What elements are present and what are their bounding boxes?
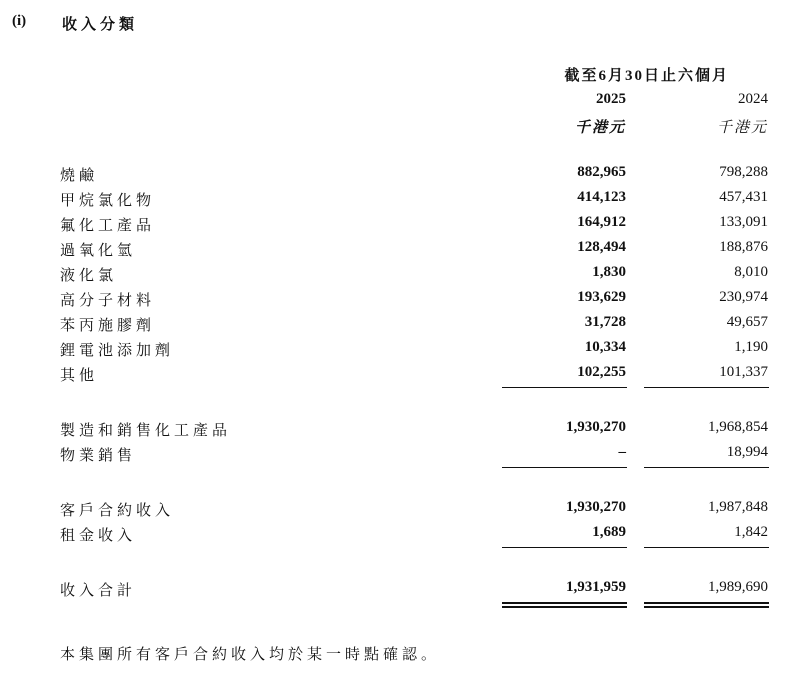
row-current: 1,689 [592, 524, 626, 540]
row-label: 其他 [60, 368, 99, 384]
subtotal-rule [502, 387, 627, 388]
period-header: 截至6月30日止六個月 [564, 68, 729, 84]
row-label: 過氧化氫 [60, 243, 137, 259]
row-label: 液化氯 [60, 268, 118, 284]
unit-current: 千港元 [574, 120, 626, 136]
footnote: 本集團所有客戶合約收入均於某一時點確認。 [60, 647, 441, 663]
row-label: 氟化工產品 [60, 218, 156, 234]
section-title: 收入分類 [62, 17, 139, 33]
row-current: 1,930,270 [566, 419, 626, 435]
row-current: 164,912 [577, 214, 626, 230]
row-label: 客戶合約收入 [60, 503, 175, 519]
row-previous: 1,842 [734, 524, 768, 540]
subtotal-rule [644, 387, 769, 388]
subtotal-rule [502, 467, 627, 468]
row-current: 1,930,270 [566, 499, 626, 515]
row-label: 收入合計 [60, 583, 137, 599]
row-current: 10,334 [584, 339, 626, 355]
total-double-rule [502, 602, 627, 608]
section-number: (i) [12, 13, 27, 29]
row-previous: 49,657 [726, 314, 768, 330]
row-previous: 101,337 [719, 364, 768, 380]
row-current: 882,965 [577, 164, 626, 180]
row-label: 製造和銷售化工產品 [60, 423, 232, 439]
row-previous: 133,091 [719, 214, 768, 230]
row-previous: 188,876 [719, 239, 768, 255]
year-previous: 2024 [738, 91, 768, 107]
subtotal-rule [644, 467, 769, 468]
row-previous: 798,288 [719, 164, 768, 180]
row-current: – [618, 444, 626, 460]
row-previous: 8,010 [734, 264, 768, 280]
total-double-rule [644, 602, 769, 608]
subtotal-rule [644, 547, 769, 548]
year-current: 2025 [596, 91, 626, 107]
row-label: 鋰電池添加劑 [60, 343, 175, 359]
row-current: 128,494 [577, 239, 626, 255]
row-current: 31,728 [584, 314, 626, 330]
row-label: 高分子材料 [60, 293, 156, 309]
row-previous: 1,987,848 [708, 499, 768, 515]
row-current: 414,123 [577, 189, 626, 205]
row-label: 燒鹼 [60, 168, 99, 184]
subtotal-rule [502, 547, 627, 548]
row-label: 甲烷氯化物 [60, 193, 156, 209]
row-current: 193,629 [577, 289, 626, 305]
row-previous: 457,431 [719, 189, 768, 205]
row-previous: 230,974 [719, 289, 768, 305]
row-previous: 1,190 [734, 339, 768, 355]
row-current: 1,931,959 [566, 579, 626, 595]
row-previous: 1,968,854 [708, 419, 768, 435]
row-previous: 1,989,690 [708, 579, 768, 595]
row-label: 物業銷售 [60, 448, 137, 464]
unit-previous: 千港元 [716, 120, 768, 136]
row-label: 租金收入 [60, 528, 137, 544]
row-current: 1,830 [592, 264, 626, 280]
row-previous: 18,994 [726, 444, 768, 460]
row-label: 苯丙施膠劑 [60, 318, 156, 334]
row-current: 102,255 [577, 364, 626, 380]
